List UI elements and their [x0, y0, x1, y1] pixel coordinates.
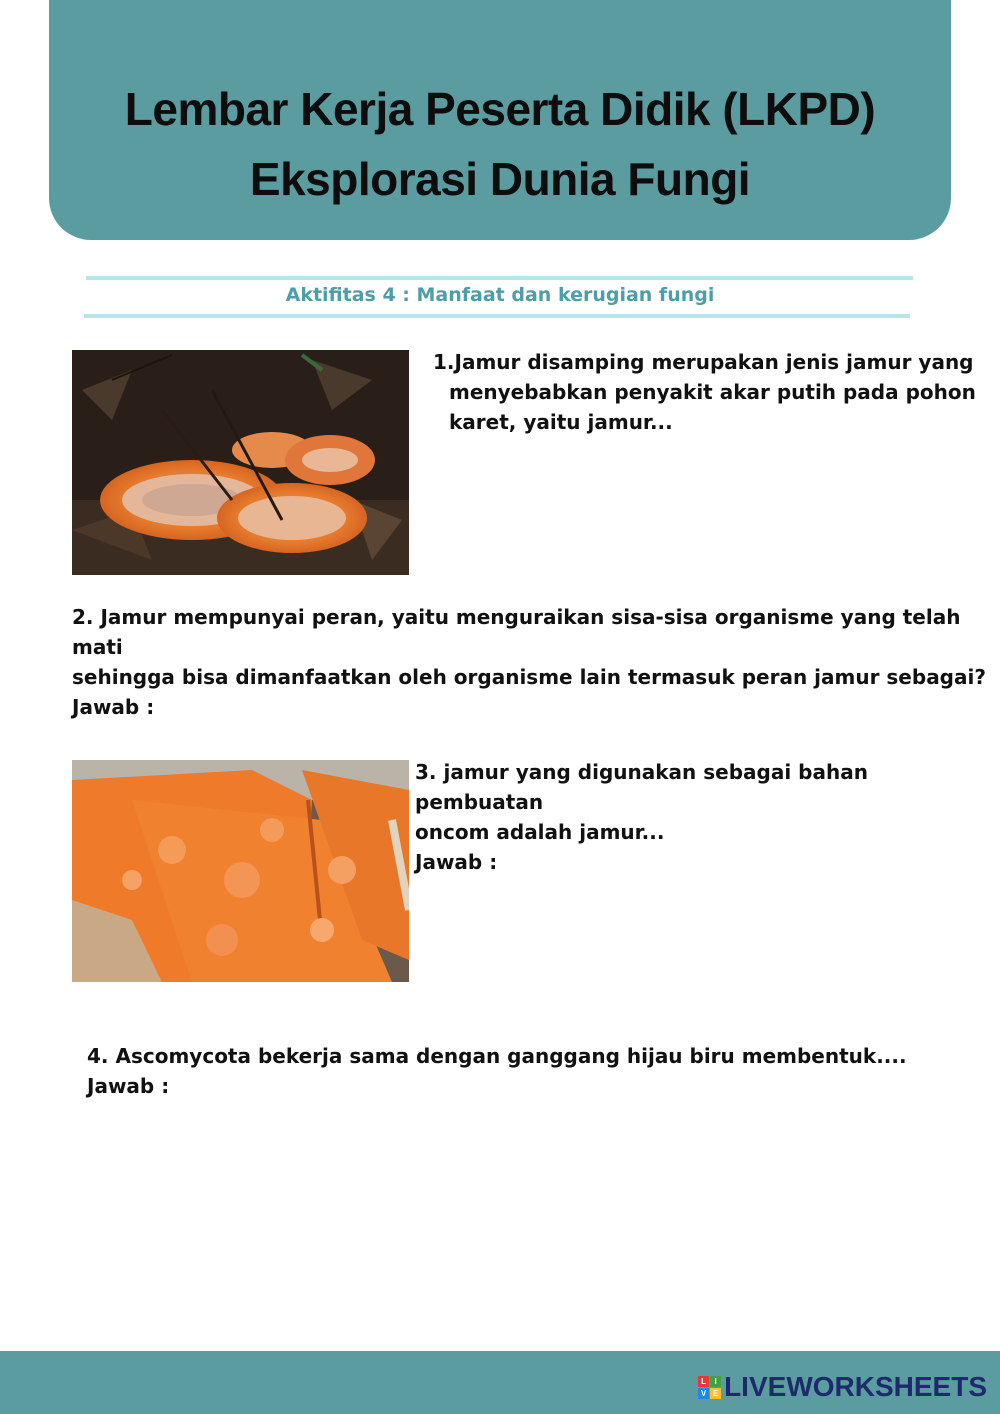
question-3-line: oncom adalah jamur... [415, 820, 665, 844]
question-1-line: Jamur disamping merupakan jenis jamur yang [454, 350, 974, 374]
question-2-line: sehingga bisa dimanfaatkan oleh organisme lain termasuk peran jamur sebagai? [72, 665, 986, 689]
page-title: Lembar Kerja Peserta Didik (LKPD) [124, 83, 876, 135]
question-1-line: menyebabkan penyakit akar putih pada pohon [449, 380, 976, 404]
question-1-number: 1. [433, 350, 455, 374]
question-2-line: 2. Jamur mempunyai peran, yaitu menguraikan sisa-sisa organisme yang telah mati [72, 605, 961, 659]
question-3-line: 3. jamur yang digunakan sebagai bahan pembuatan [415, 760, 868, 814]
logo-letter: E [710, 1388, 721, 1399]
header-banner [49, 0, 951, 240]
question-4 [87, 1041, 907, 1101]
bracket-fungus-photo [72, 350, 409, 575]
oncom-mold-photo [72, 760, 409, 982]
question-2 [72, 602, 1000, 722]
question-3-answer-label: Jawab : [415, 850, 498, 874]
question-1-line: karet, yaitu jamur... [449, 410, 673, 434]
page-subtitle: Eksplorasi Dunia Fungi [249, 153, 751, 205]
liveworksheets-logo[interactable] [698, 1371, 987, 1403]
liveworksheets-icon [698, 1376, 721, 1399]
logo-letter: L [698, 1376, 709, 1387]
question-3 [415, 757, 1000, 877]
top-divider [86, 276, 913, 280]
question-1 [433, 347, 976, 437]
question-4-line: 4. Ascomycota bekerja sama dengan ganggang hijau biru membentuk.... [87, 1044, 907, 1068]
activity-title: Aktifitas 4 : Manfaat dan kerugian fungi [285, 284, 715, 306]
footer-bar [0, 1351, 1000, 1414]
brand-name: LIVEWORKSHEETS [724, 1371, 987, 1402]
logo-letter: I [710, 1376, 721, 1387]
question-4-answer-label: Jawab : [87, 1074, 170, 1098]
logo-letter: V [698, 1388, 709, 1399]
question-2-answer-label: Jawab : [72, 695, 155, 719]
bottom-divider [84, 314, 910, 318]
